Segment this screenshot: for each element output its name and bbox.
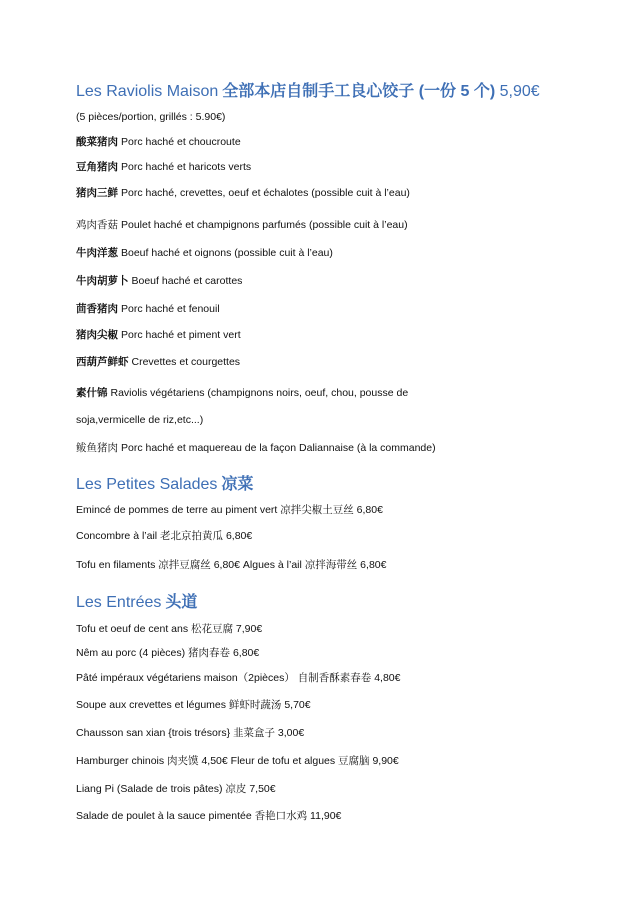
item-fr: Raviolis végétariens (champignons noirs, oeuf, chou, pousse de	[110, 387, 409, 399]
list-item	[76, 248, 333, 259]
list-item	[76, 784, 276, 795]
item-fr: Boeuf haché et oignons (possible cuit à l’eau)	[121, 247, 333, 259]
list-item	[76, 648, 259, 659]
item-fr: Porc haché et choucroute	[121, 136, 241, 148]
list-item	[76, 560, 386, 571]
list-item	[76, 443, 436, 454]
list-item	[76, 756, 399, 767]
list-item	[76, 357, 240, 368]
list-item	[76, 673, 400, 684]
item-text: Tofu et oeuf de cent ans 松花豆腐 7,90€	[76, 623, 263, 635]
item-fr: Porc haché et piment vert	[121, 329, 241, 341]
item-text: Chausson san xian {trois trésors} 韭菜盒子 3,00€	[76, 727, 305, 739]
item-text: Liang Pi (Salade de trois pâtes) 凉皮 7,50€	[76, 783, 276, 795]
item-fr: Porc haché et fenouil	[121, 303, 220, 315]
list-item	[76, 388, 408, 399]
section-title-fr: Les Entrées	[76, 594, 162, 611]
item-fr: Crevettes et courgettes	[131, 356, 241, 368]
item-text: Pâté impéraux végétariens maison（2pièces） 自制香酥素春卷 4,80€	[76, 672, 401, 684]
item-fr: Porc haché et maquereau de la façon Daliannaise (à la commande)	[121, 442, 436, 454]
section-note	[76, 112, 225, 123]
section-title-price: 5,90€	[499, 83, 540, 100]
list-item	[76, 505, 383, 516]
list-item	[76, 162, 251, 173]
item-zh: 猪肉尖椒	[76, 329, 118, 341]
section-title-zh: 头道	[165, 594, 198, 611]
section-title-fr: Les Petites Salades	[76, 476, 218, 493]
section-title-entrees	[76, 595, 197, 611]
section-title-fr: Les Raviolis Maison	[76, 83, 219, 100]
section-note-text: (5 pièces/portion, grillés : 5.90€)	[76, 111, 226, 123]
section-title-zh: 全部本店自制手工良心饺子 (一份 5 个)	[222, 83, 496, 100]
item-zh: 西葫芦鲜虾	[76, 356, 129, 368]
item-zh: 鸡肉香菇	[76, 219, 118, 231]
item-text: Tofu en filaments 凉拌豆腐丝 6,80€ Algues à l’ail 凉拌海带丝 6,80€	[76, 559, 387, 571]
item-zh: 素什锦	[76, 387, 108, 399]
item-zh: 鲅鱼猪肉	[76, 442, 118, 454]
item-zh: 牛肉胡萝卜	[76, 275, 129, 287]
item-text: Salade de poulet à la sauce pimentée 香艳口水鸡 11,90€	[76, 810, 342, 822]
list-item	[76, 188, 410, 199]
item-fr: Poulet haché et champignons parfumés (possible cuit à l’eau)	[121, 219, 408, 231]
item-fr: soja,vermicelle de riz,etc...)	[76, 414, 204, 426]
item-zh: 猪肉三鲜	[76, 187, 118, 199]
item-text: Concombre à l’ail 老北京拍黄瓜 6,80€	[76, 530, 253, 542]
list-item	[76, 700, 311, 711]
list-item	[76, 304, 220, 315]
item-text: Hamburger chinois 肉夹馍 4,50€ Fleur de tofu et algues 豆腐脑 9,90€	[76, 755, 399, 767]
list-item	[76, 330, 241, 341]
item-text: Soupe aux crevettes et légumes 鲜虾时蔬汤 5,70€	[76, 699, 311, 711]
list-item	[76, 137, 241, 148]
list-item	[76, 531, 252, 542]
item-text: Nêm au porc (4 pièces) 猪肉春卷 6,80€	[76, 647, 260, 659]
list-item	[76, 220, 408, 231]
item-zh: 茴香猪肉	[76, 303, 118, 315]
list-item	[76, 624, 262, 635]
section-title-zh: 凉菜	[221, 476, 254, 493]
item-text: Emincé de pommes de terre au piment vert 凉拌尖椒土豆丝 6,80€	[76, 504, 383, 516]
item-fr: Boeuf haché et carottes	[131, 275, 243, 287]
list-item	[76, 811, 341, 822]
list-item-continuation	[76, 415, 203, 426]
section-title-salades	[76, 477, 253, 493]
list-item	[76, 276, 242, 287]
list-item	[76, 728, 304, 739]
item-zh: 牛肉洋葱	[76, 247, 118, 259]
section-title-raviolis	[76, 84, 540, 100]
item-zh: 豆角猪肉	[76, 161, 118, 173]
item-fr: Porc haché, crevettes, oeuf et échalotes (possible cuit à l’eau)	[121, 187, 410, 199]
item-zh: 酸菜猪肉	[76, 136, 118, 148]
item-fr: Porc haché et haricots verts	[121, 161, 252, 173]
